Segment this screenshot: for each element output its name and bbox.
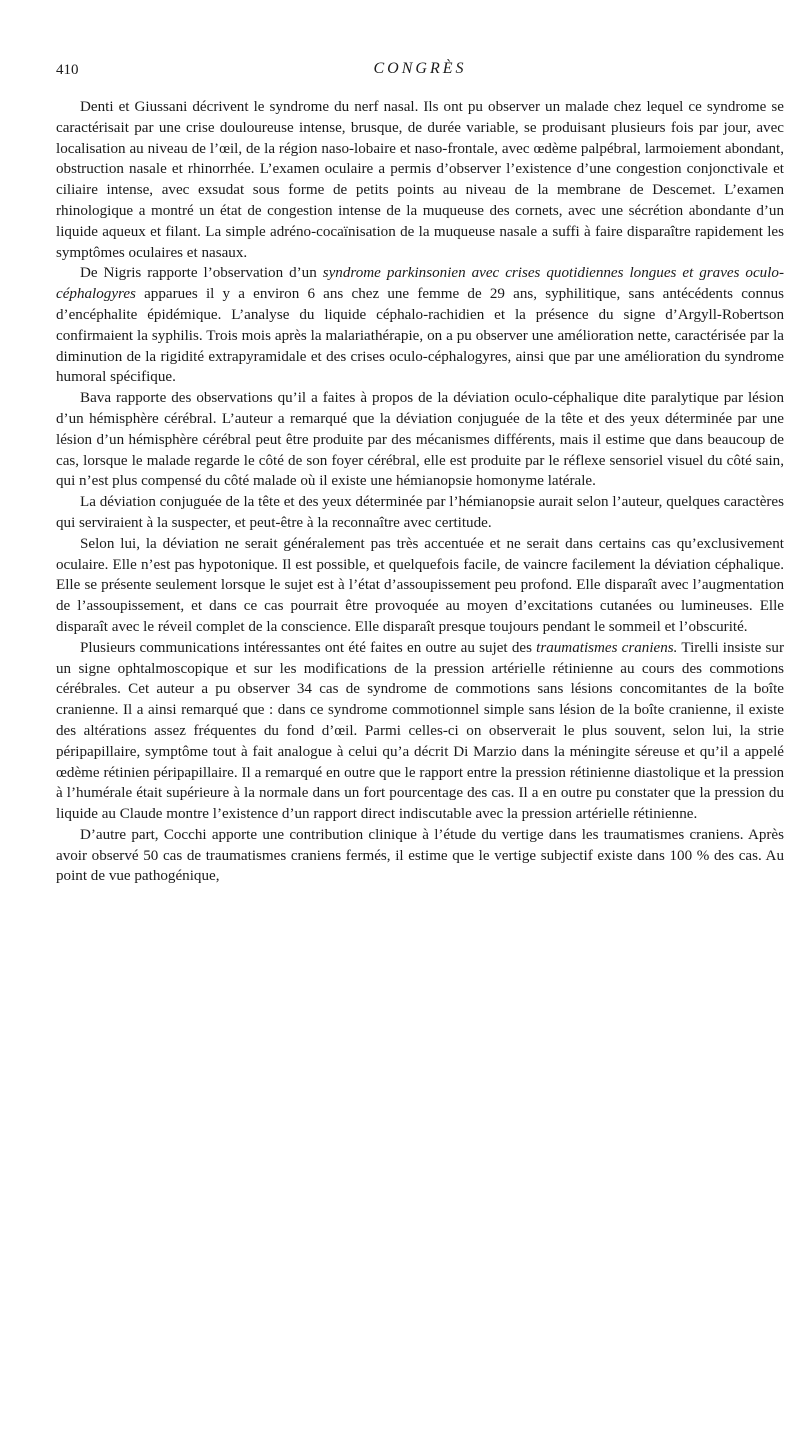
emphasis-text: traumatismes craniens. (536, 639, 678, 656)
paragraph-vertigo: D’autre part, Cocchi apporte une contribution clinique à l’étude du vertige dans les traumatismes craniens. Après avoir observé 50 cas de traumatismes craniens fermés, il estime que le vertige subjectif existe dans 100 % des cas. Au point de vue pathogénique, (56, 826, 784, 885)
running-title: CONGRÈS (373, 60, 467, 77)
paragraph-text: De Nigris rapporte l’observation d’un (80, 265, 323, 282)
paragraph-deviation-characteristics: Selon lui, la déviation ne serait généralement pas très accentuée et ne serait dans certains cas qu’exclusivement oculaire. Elle n’est pas hypotonique. Il est possible, et quelquefois facile, de vaincre facilement la déviation céphalique. Elle se présente seulement lorsque le sujet est à l’état d’assoupissement peu profond. Elle disparaît avec l’augmentation de l’assoupissement, et dans ce cas pourrait être provoquée au moyen d’excitations cutanées ou lumineuses. Elle disparaît avec le réveil complet de la conscience. Elle disparaît presque toujours pendant le sommeil et l’obscurité. (56, 535, 784, 635)
emphasis-text: syndrome parkinsonien avec crises quotidiennes longues et graves oculo-céphalogyres (56, 265, 784, 303)
paragraph-oculo-cephalic-deviation: Bava rapporte des observations qu’il a faites à propos de la déviation oculo-céphalique dite paralytique par lésion d’un hémisphère cérébral. L’auteur a remarqué que la déviation conjuguée de la tête et des yeux déterminée par une lésion d’un hémisphère cérébral peut être produite par des mécanismes différents, mais il estime que dans beaucoup de cas, lorsque le malade regarde le côté de son foyer cérébral, elle est produite par le réflexe sensoriel visuel du côté sain, qui n’est plus compensé du côté malade où il existe une hémianopsie homonyme latérale. (56, 390, 784, 490)
paragraph-hemianopsia-deviation: La déviation conjuguée de la tête et des yeux déterminée par l’hémianopsie aurait selon l’auteur, quelques caractères qui serviraient à la suspecter, et peut-être à la reconnaître avec certitude. (56, 494, 784, 531)
paragraph-parkinsonian-syndrome (56, 263, 784, 388)
body-text (56, 97, 784, 887)
paragraph-text: Plusieurs communications intéressantes ont été faites en outre au sujet des (80, 639, 537, 656)
paragraph-text: apparues il y a environ 6 ans chez une femme de 29 ans, syphilitique, sans antécédents connus d’encéphalite épidémique. L’analyse du liquide céphalo-rachidien et la présence du signe d’Argyll-Robertson confirmaient la syphilis. Trois mois après la malariathérapie, on a pu observer une amélioration nette, caractérisée par la diminution de la rigidité extrapyramidale et des crises oculo-céphalogyres, ainsi que par une amélioration du syndrome humoral spécifique. (56, 286, 784, 386)
paragraph-text: Tirelli insiste sur un signe ophtalmoscopique et sur les modifications de la pression artérielle rétinienne au cours des commotions cérébrales. Cet auteur a pu observer 34 cas de syndrome de commotions sans lésions concomitantes de la boîte cranienne. Il a ainsi remarqué que : dans ce syndrome commotionnel simple sans lésion de la boîte cranienne, il existe des altérations assez fréquentes du fond d’œil. Parmi celles-ci on observerait le plus souvent, selon lui, la strie péripapillaire, symptôme tout à fait analogue à celui qu’a décrit Di Marzio dans la méningite séreuse et qu’il a appelé œdème rétinien péripapillaire. Il a remarqué en outre que le rapport entre la pression rétinienne diastolique et la pression à l’humérale était supérieure à la normale dans un fort pourcentage des cas. Il a en outre pu constater que la pression du liquide au Claude montre l’existence d’un rapport direct indiscutable avec la pression artérielle rétinienne. (56, 639, 784, 823)
running-head (56, 60, 784, 82)
page-number: 410 (56, 62, 79, 78)
paragraph-nasal-nerve-syndrome: Denti et Giussani décrivent le syndrome du nerf nasal. Ils ont pu observer un malade chez lequel ce syndrome se caractérisait par une crise douloureuse intense, brusque, de durée variable, se produisant plusieurs fois par jour, avec localisation au niveau de l’œil, de la région naso-lobaire et naso-frontale, avec œdème palpébral, larmoiement abondant, obstruction nasale et rhinorrhée. L’examen oculaire a permis d’observer l’existence d’une congestion conjonctivale et ciliaire intense, avec exsudat sous forme de petits points au niveau de la membrane de Descemet. L’examen rhinologique a montré un état de congestion intense de la muqueuse des cornets, avec une sécrétion abondante d’un liquide aqueux et filant. La simple adréno-cocaïnisation de la muqueuse nasale a suffi à faire disparaître rapidement les symptômes oculaires et nasaux. (56, 99, 784, 261)
paragraph-cranial-trauma (56, 638, 784, 825)
